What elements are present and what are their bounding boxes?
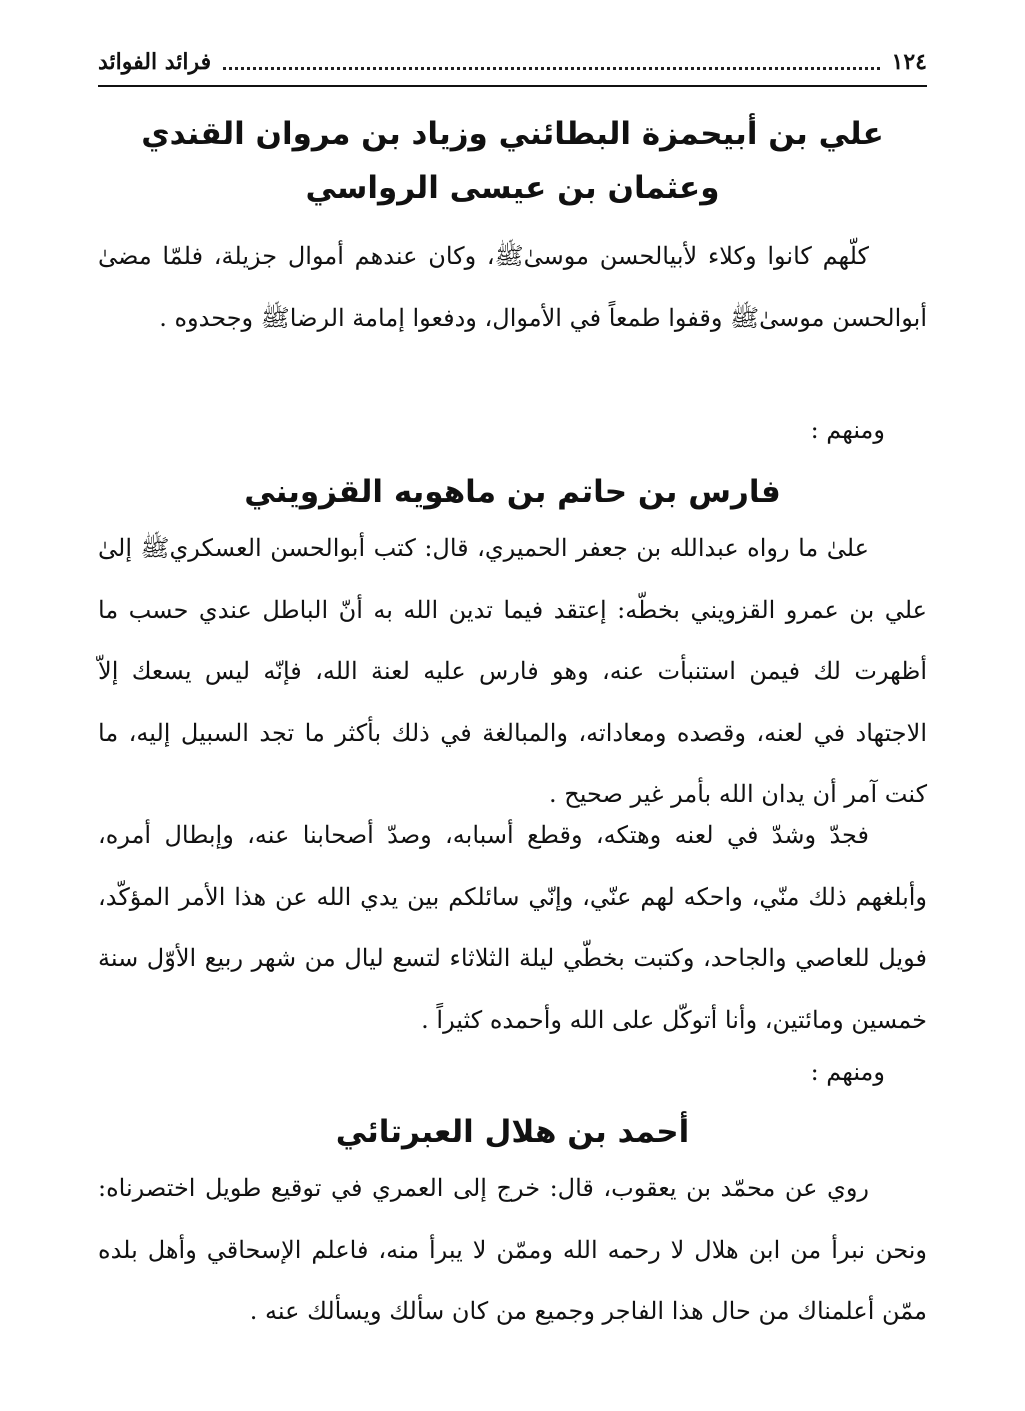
book-title: فرائد الفوائد: [98, 49, 212, 75]
header-rule: [98, 85, 927, 87]
leader-dots: [223, 67, 879, 70]
separator-label: ومنهم :: [810, 1058, 885, 1086]
section-title: وعثمان بن عيسى الرواسي: [305, 170, 720, 206]
paragraph: علىٰ ما رواه عبدالله بن جعفر الحميري، قال: كتب أبوالحسن العسكريﷺ إلىٰ علي بن عمرو القزويني بخطّه: إعتقد فيما تدين الله به أنّ الباطل عندي حسب ما أظهرت لك فيمن استنبأت عنه، وهو فارس عليه لعنة الله، فإنّه ليس يسعك إلاّ الاجتهاد في لعنه، وقصده ومعاداته، والمبالغة في ذلك بأكثر ما تجد السبيل إليه، ما كنت آمر أن يدان الله بأمر غير صحيح .: [98, 534, 928, 808]
section-title: أحمد بن هلال العبرتائي: [335, 1114, 690, 1150]
section-title: فارس بن حاتم بن ماهويه القزويني: [244, 474, 781, 510]
paragraph: فجدّ وشدّ في لعنه وهتكه، وقطع أسبابه، وصدّ أصحابنا عنه، وإبطال أمره، وأبلغهم ذلك منّي، واحكه لهم عنّي، وإنّي سائلكم بين يدي الله عن هذا الأمر المؤكّد، فويل للعاصي والجاحد، وكتبت بخطّي ليلة الثلاثاء لتسع ليال من شهر ربيع الأوّل سنة خمسين ومائتين، وأنا أتوكّل على الله وأحمده كثيراً .: [98, 821, 927, 1034]
page-number: ١٢٤: [891, 49, 927, 75]
running-header: [98, 42, 927, 82]
paragraph: روي عن محمّد بن يعقوب، قال: خرج إلى العمري في توقيع طويل اختصرناه: ونحن نبرأ من ابن هلال لا رحمه الله وممّن لا يبرأ منه، فاعلم الإسحاقي وأهل بلده ممّن أعلمناك من حال هذا الفاجر وجميع من كان سألك ويسألك عنه .: [98, 1174, 928, 1325]
section-title: علي بن أبيحمزة البطائني وزياد بن مروان القندي: [141, 116, 884, 152]
separator-label: ومنهم :: [810, 416, 885, 444]
paragraph: كلّهم كانوا وكلاء لأبيالحسن موسىٰﷺ، وكان عندهم أموال جزيلة، فلمّا مضىٰ أبوالحسن موسىٰﷺ وقفوا طمعاً في الأموال، ودفعوا إمامة الرضاﷺ وجحدوه .: [98, 242, 927, 332]
